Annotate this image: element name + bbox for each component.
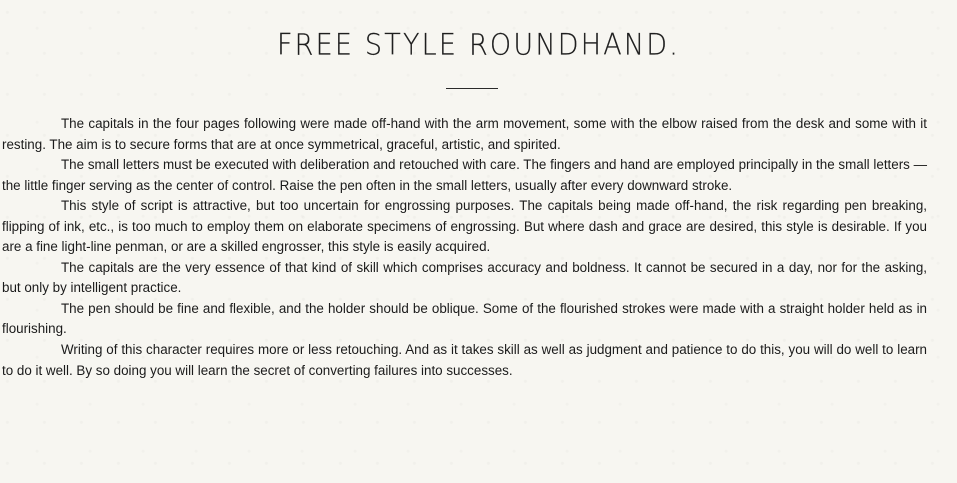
title-divider xyxy=(446,88,498,89)
paragraph-style-usage: This style of script is attractive, but too uncertain for engrossing purposes. The capitals being made off-hand, the risk regarding pen breaking, flipping of ink, etc., is too much to employ them on elaborate specimens of engrossing. But where dash and grace are desired, this style is desirable. If you are a fine light-line penman, or are a skilled engrosser, this style is easily acquired. xyxy=(2,198,927,255)
paragraph-skill: The capitals are the very essence of that kind of skill which comprises accuracy and boldness. It cannot be secured in a day, nor for the asking, but only by intelligent practice. xyxy=(2,259,927,296)
body-text xyxy=(2,114,927,381)
paragraph-capitals: The capitals in the four pages following were made off-hand with the arm movement, some with the elbow raised from the desk and some with it resting. The aim is to secure forms that are at once symmetrical, graceful, artistic, and spirited. xyxy=(2,116,927,152)
paragraph-pen-holder: The pen should be fine and flexible, and the holder should be oblique. Some of the flourished strokes were made with a straight holder held as in flourishing. xyxy=(2,300,927,337)
page-title: FREE STYLE ROUNDHAND. xyxy=(276,28,681,63)
paragraph-small-letters: The small letters must be executed with deliberation and retouched with care. The fingers and hand are employed principally in the small letters — the little finger serving as the center of control. Raise the pen often in the small letters, usually after every downward stroke. xyxy=(2,157,927,193)
paragraph-retouching: Writing of this character requires more or less retouching. And as it takes skill as well as judgment and patience to do this, you will do well to learn to do it well. By so doing you will learn the secret of converting failures into successes. xyxy=(2,342,927,378)
